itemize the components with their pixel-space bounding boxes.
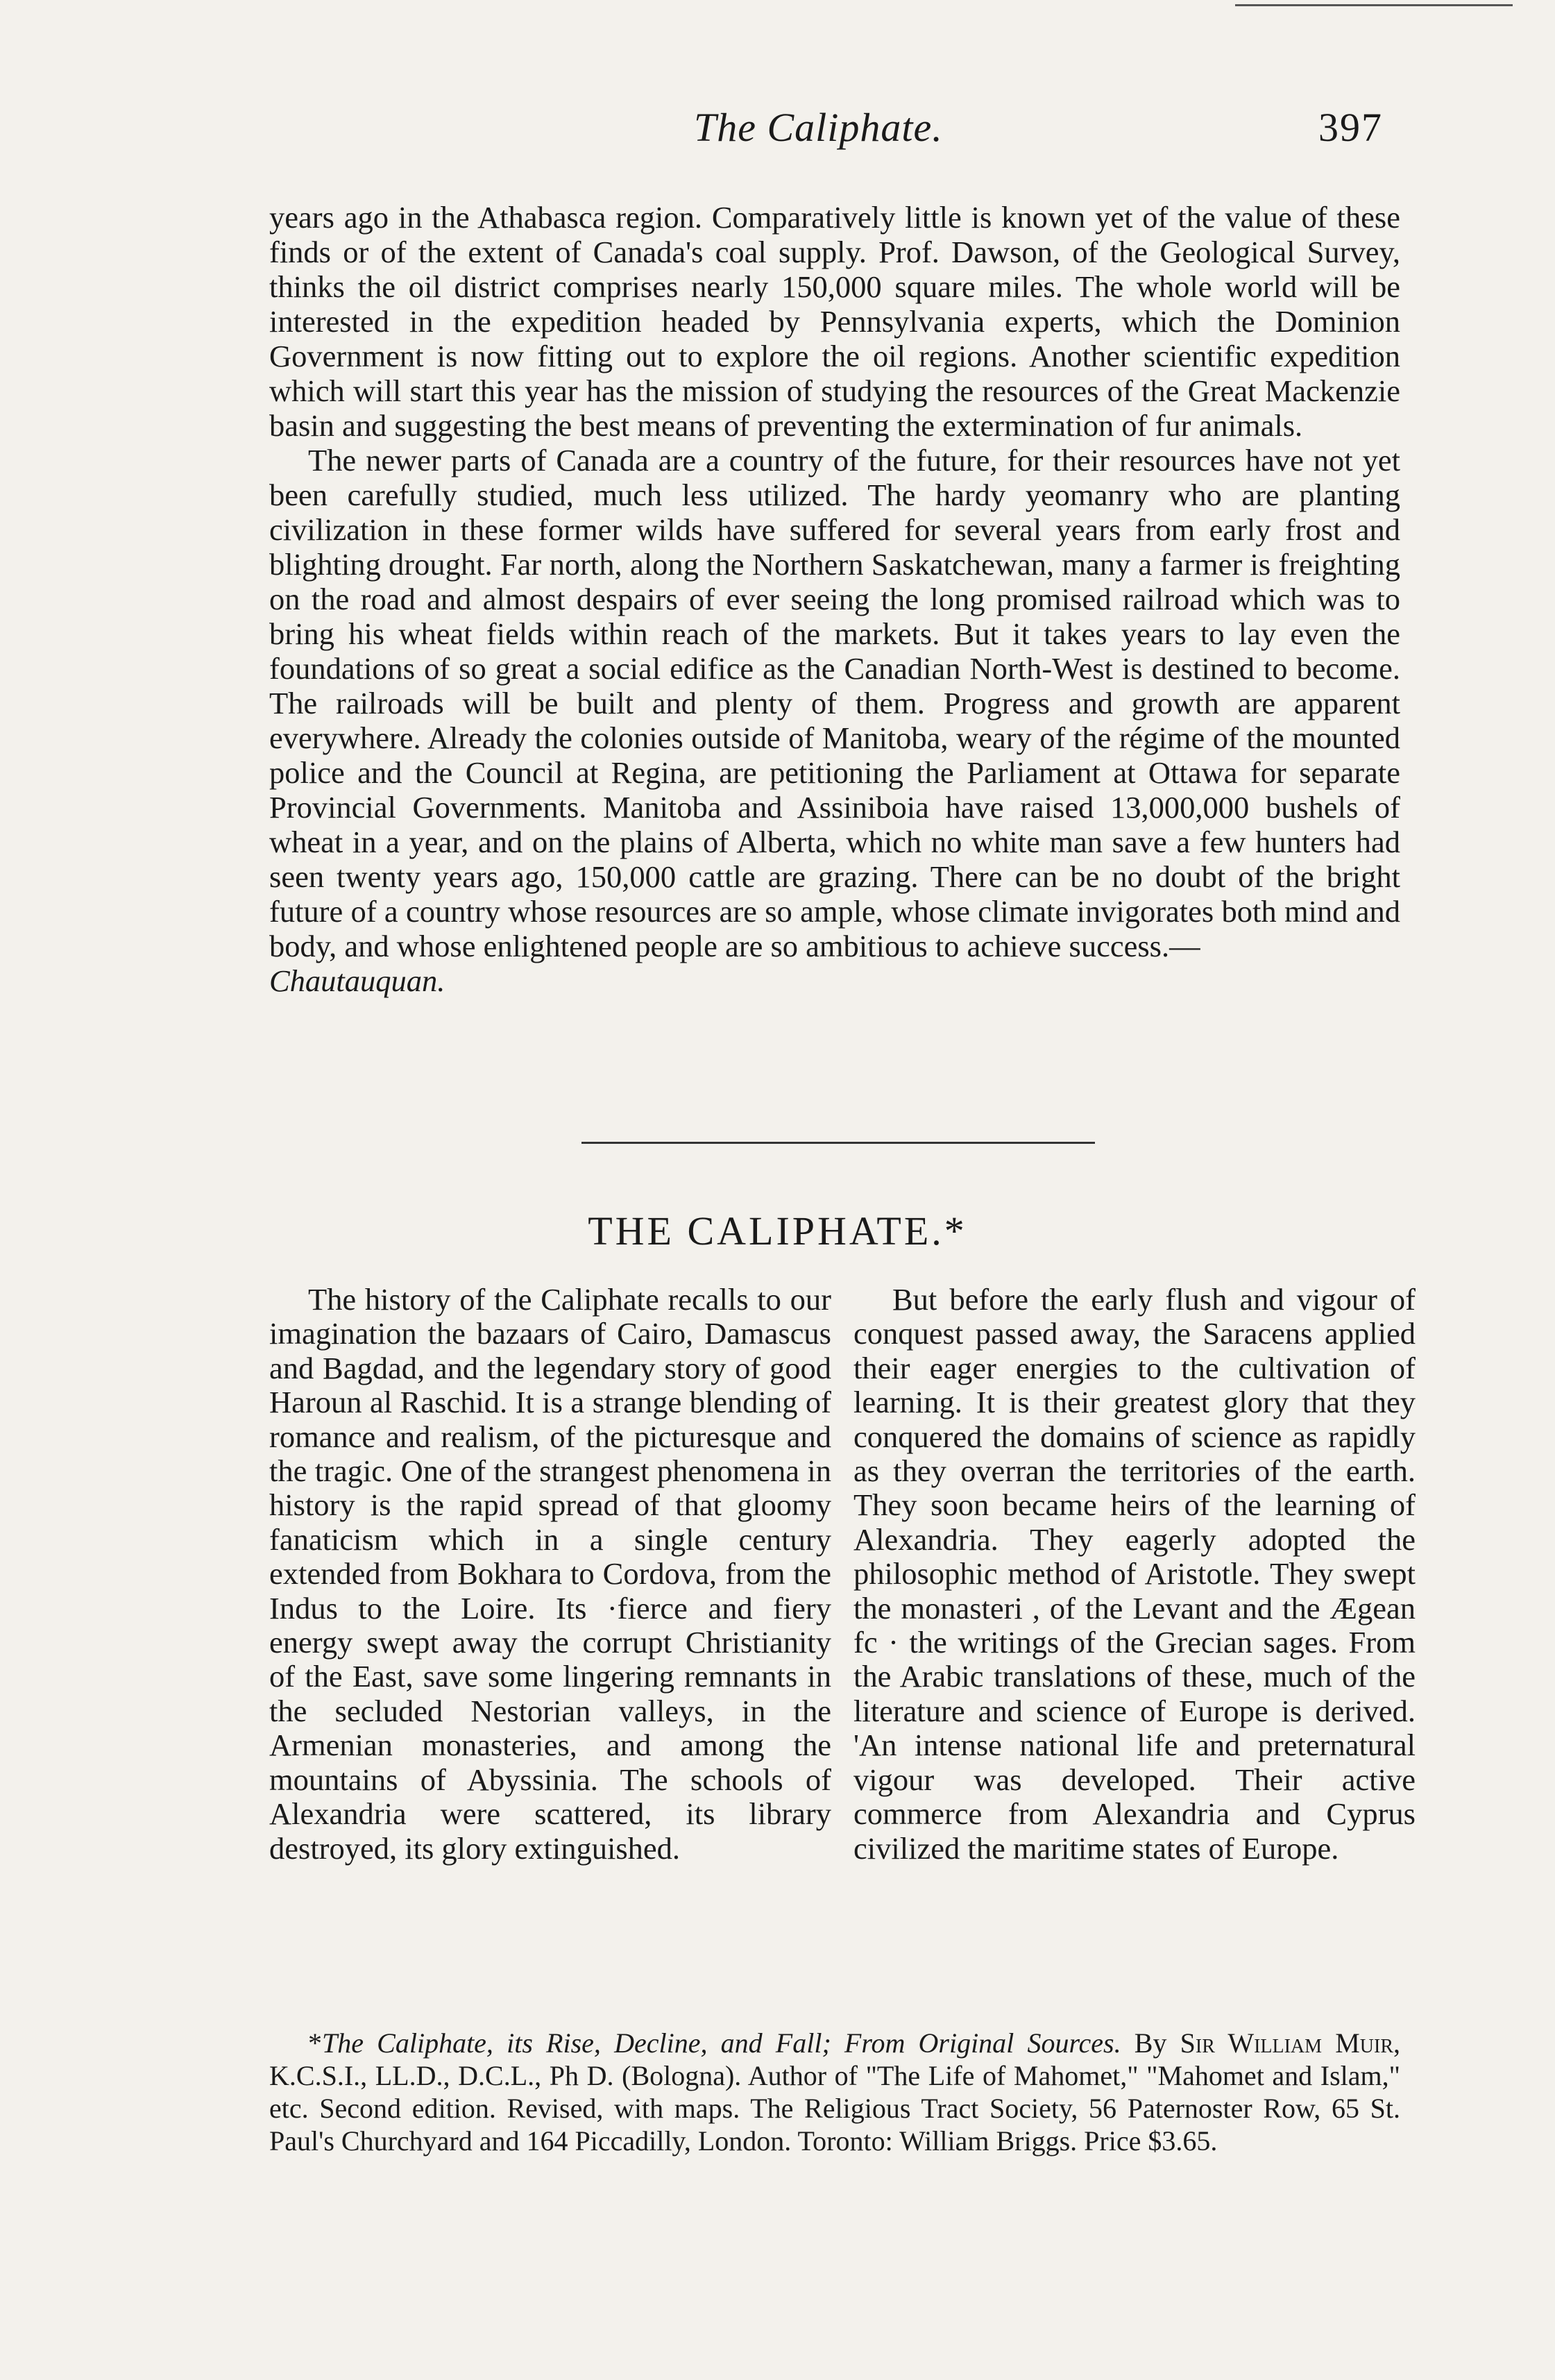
running-header-title: The Caliphate. — [694, 105, 943, 150]
article-title: THE CALIPHATE.* — [588, 1208, 967, 1254]
previous-article-text — [269, 200, 1400, 998]
footnote-marker: * — [308, 2027, 322, 2059]
left-column-text: The history of the Caliphate recalls to our imagination the bazaars of Cairo, Damascus and Bagdad, and the legendary story of good Haroun al Raschid. It is a strange blending of romance and realism, of the picturesque and the tragic. One of the strangest phenomena in history is the rapid spread of that gloomy fanaticism which in a single century extended from Bokhara to Cordova, from the Indus to the Loire. Its ·fierce and fiery energy swept away the corrupt Christianity of the East, save some lingering remnants in the secluded Nestorian valleys, in the Armenian monasteries, and among the mountains of Abyssinia. The schools of Alexandria were scattered, its library destroyed, its glory extinguished. — [269, 1282, 831, 1866]
footnote-details: , K.C.S.I., LL.D., D.C.L., Ph D. (Bologna). Author of "The Life of Mahomet," "Mahomet and Islam," etc. Second edition. Revised, with maps. The Religious Tract Society, 56 Paternoster Row, 65 St. Paul's Churchyard and 164 Piccadilly, London. Toronto: William Briggs. Price $3.65. — [269, 2027, 1401, 2157]
section-divider — [581, 1142, 1095, 1144]
right-column — [853, 1283, 1416, 1866]
footnote-by: By — [1121, 2027, 1180, 2059]
top-edge-rule — [1235, 4, 1513, 6]
right-column-text: But before the early flush and vigour of conquest passed away, the Saracens applied their eager energies to the cultivation of learning. It is their greatest glory that they conquered the domains of science as rapidly as they overran the territories of the earth. They soon became heirs of the learning of Alexandria. They eagerly adopted the philosophic method of Aristotle. They swept the monasteri , of the Levant and the Ægean fc · the writings of the Grecian sages. From the Arabic translations of these, much of the literature and science of Europe is derived. 'An intense national life and preternatural vigour was developed. Their active commerce from Alexandria and Cyprus civilized the maritime states of Europe. — [853, 1282, 1416, 1866]
source-credit: Chautauquan. — [269, 963, 445, 998]
page-number: 397 — [1318, 105, 1383, 150]
paragraph-newer-parts-text: The newer parts of Canada are a country of the future, for their resources have not yet been carefully studied, much less utilized. The hardy yeomanry who are planting civilization in these former wilds have suffered for several years from early frost and blighting drought. Far north, along the Northern Saskatchewan, many a farmer is freighting on the road and almost despairs of ever seeing the long promised railroad which was to bring his wheat fields within reach of the markets. But it takes years to lay even the foundations of so great a social edifice as the Canadian North-West is destined to become. The railroads will be built and plenty of them. Progress and growth are apparent everywhere. Already the colonies outside of Manitoba, weary of the régime of the mounted police and the Council at Regina, are petitioning the Parliament at Ottawa for separate Provincial Governments. Manitoba and Assiniboia have raised 13,000,000 bushels of wheat in a year, and on the plains of Alberta, which no white man save a few hunters had seen twenty years ago, 150,000 cattle are grazing. There can be no doubt of the bright future of a country whose resources are so ample, whose climate invigorates both mind and body, and whose enlightened people are so ambitious to achieve success.— — [269, 443, 1400, 963]
paragraph-athabasca: years ago in the Athabasca region. Comparatively little is known yet of the value of these finds or of the extent of Canada's coal supply. Prof. Dawson, of the Geological Survey, thinks the oil district comprises nearly 150,000 square miles. The whole world will be interested in the expedition headed by Pennsylvania experts, which the Dominion Government is now fitting out to explore the oil regions. Another scientific expedition which will start this year has the mission of studying the resources of the Great Mackenzie basin and suggesting the best means of preventing the extermination of fur animals. — [269, 200, 1400, 443]
footnote-author: Sir William Muir — [1180, 2027, 1394, 2059]
footnote-book-title: The Caliphate, its Rise, Decline, and Fall; From Original Sources. — [322, 2027, 1121, 2059]
left-column — [269, 1283, 831, 1866]
footnote — [269, 2027, 1400, 2157]
paragraph-newer-parts-of-canada — [269, 443, 1400, 998]
